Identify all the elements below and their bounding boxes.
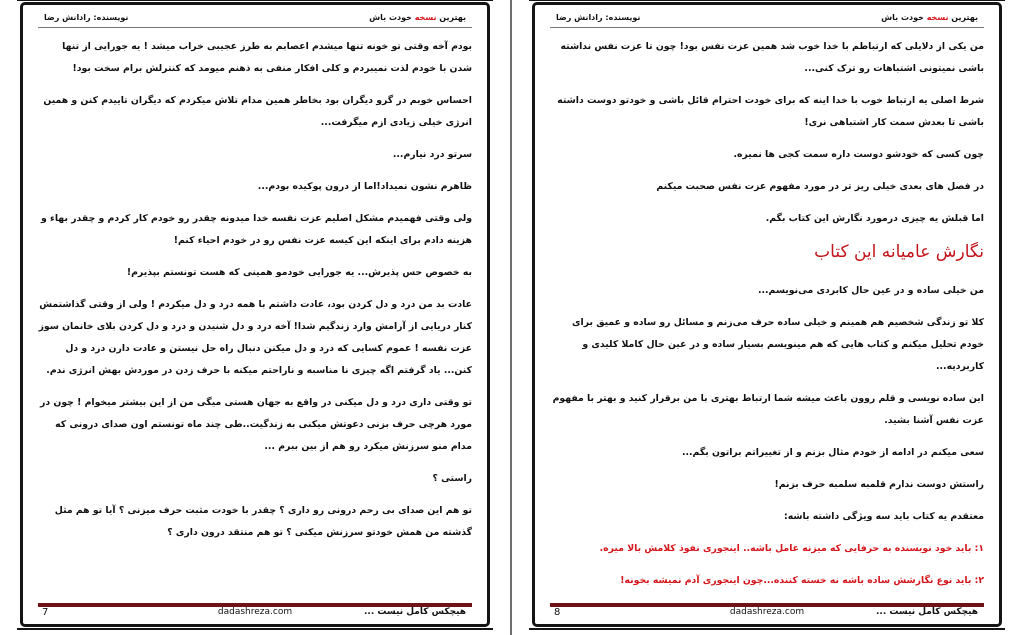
paragraph: عادت بد من درد و دل کردن بود، عادت داشتم با همه درد و دل میکردم ! ولی از وقتی گذاشتمش کنار دریایی از آرامش وارد زندگیم شدا! آخه درد و دل شنیدن و درد و دل کردن بلای خانمان سوز عزت نفسه ! عموم کسایی که درد و دل میکنن دنبال راه حل نیستن و عادت دارن درد و دل کنن... یاد گرفتم اگه چیزی نا مناسبه و ناراحتم میکنه با حرف زدن در موردش بهش انرژی ندم. — [38, 299, 472, 376]
paragraph: ولی وقتی فهمیدم مشکل اصلیم عزت نفسه خدا میدونه چقدر رو خودم کار کردم و چقدر بهاء و هزینه دادم برای اینکه این کیسه عزت نفس رو در خودم احیاء کنم! — [41, 213, 472, 246]
paragraph: راستی ؟ — [432, 473, 472, 484]
paragraph: اما قبلش یه چیزی درمورد نگارش این کتاب بگم. — [765, 213, 984, 224]
header-slogan — [369, 13, 466, 22]
paragraph: این ساده نویسی و قلم روون باعث میشه شما ارتباط بهتری با من برقرار کنید و بهتر با مفهوم عزت نفس آشنا بشید. — [552, 393, 984, 426]
section-heading: نگارش عامیانه این کتاب — [814, 242, 984, 262]
slogan-prefix: بهترین — [951, 13, 978, 22]
slogan-highlight: نسخه — [414, 13, 437, 22]
paragraph: بودم آخه وقتی تو خونه تنها میشدم اعصابم به طرز عجیبی خراب میشد ! یه جورایی از تنها شدن با خودم لذت نمیبردم و کلی افکار منفی به ذهنم میومد که کنترلش برام سخت بود! — [62, 41, 472, 74]
paragraph: من خیلی ساده و در عین حال کابردی می‌نویسم... — [757, 285, 984, 296]
right-page-header — [550, 8, 984, 28]
page-number: 7 — [42, 607, 49, 618]
footer-site: dadashreza.com — [729, 607, 805, 617]
slogan-suffix: خودت باش — [881, 13, 924, 22]
paragraph: تو هم این صدای بی رحم درونی رو داری ؟ چقدر با خودت مثبت حرف میزنی ؟ آیا تو هم مثل گذشته من همش خودتو سرزنش میکنی ؟ تو هم منتقد درون داری ؟ — [54, 505, 472, 538]
paragraph: کلا تو زندگی شخصیم هم همینم و خیلی ساده حرف می‌زنم و مسائل رو ساده و عمیق برای خودم تحلیل میکنم و کتاب هایی که هم مینویسم بسیار ساده و در عین حال کاملا کلیدی و کاربردیه... — [572, 317, 984, 372]
slogan-prefix: بهترین — [439, 13, 466, 22]
paragraph: شرط اصلی یه ارتباط خوب با خدا اینه که برای خودت احترام قائل باشی و خودتو دوست داشته باشی تا بعدش سمت کار اشتباهی نری! — [557, 95, 984, 128]
paragraph: به خصوص حس پذیرش... یه جورایی خودمو همینی که هست تونستم بپذیرم! — [126, 267, 472, 278]
left-page — [0, 0, 510, 633]
header-divider — [38, 27, 472, 28]
paragraph: در فصل های بعدی خیلی ریز تر در مورد مفهوم عزت نفس صحبت میکنم — [656, 181, 984, 192]
right-page-body — [550, 36, 984, 591]
footer-tagline: هیچکس کامل نیست ... — [364, 607, 466, 617]
slogan-highlight: نسخه — [926, 13, 949, 22]
footer-site: dadashreza.com — [217, 607, 293, 617]
paragraph: من یکی از دلایلی که ارتباطم با خدا خوب شد همین عزت نفس بود! چون تا عزت نفس نداشته باشی نمیتونی اشتباهات رو ترک کنی... — [560, 41, 984, 74]
paragraph: چون کسی که خودشو دوست داره سمت کجی ها نمیره. — [733, 149, 984, 160]
red-list-item: ۲: باید نوع نگارشش ساده باشه نه خسته کننده...چون اینجوری آدم نمیشه بخونه! — [620, 575, 984, 586]
left-page-header — [38, 8, 472, 28]
right-page — [512, 0, 1022, 633]
paragraph: راستش دوست ندارم قلمبه سلمبه حرف بزنم! — [774, 479, 984, 490]
page-number: 8 — [554, 607, 561, 618]
header-divider — [550, 27, 984, 28]
footer-tagline: هیچکس کامل نیست ... — [876, 607, 978, 617]
right-page-footer — [550, 607, 984, 621]
header-slogan — [881, 13, 978, 22]
slogan-suffix: خودت باش — [369, 13, 412, 22]
paragraph: معتقدم یه کتاب باید سه ویژگی داشته باشه: — [784, 511, 984, 522]
red-list-item: ۱: باید خود نویسنده به حرفایی که میزنه عامل باشه.. اینجوری نفوذ کلامش بالا میره. — [599, 543, 984, 554]
left-page-body — [38, 36, 472, 591]
header-author: نویسنده: رادانش رضا — [556, 13, 641, 22]
paragraph: سعی میکنم در ادامه از خودم مثال بزنم و از تغییراتم براتون بگم... — [681, 447, 984, 458]
paragraph: ظاهرم نشون نمیداد!اما از درون پوکیده بودم... — [257, 181, 472, 192]
left-page-footer — [38, 607, 472, 621]
header-author: نویسنده: رادانش رضا — [44, 13, 129, 22]
paragraph: سرتو درد نیارم... — [392, 149, 472, 160]
paragraph: احساس خوبم در گرو دیگران بود بخاطر همین مدام تلاش میکردم که دیگران تاییدم کنن و همین انرژی خیلی زیادی ازم میگرفت... — [43, 95, 472, 128]
paragraph: تو وقتی داری درد و دل میکنی در واقع به جهان هستی میگی من از این بیشتر میخوام ! چون در مورد هرچی حرف بزنی دعوتش میکنی به زندگیت..طی چند ماه تونستم اون صدای درونی که مدام منو سرزنش میکرد رو هم از بین ببرم ... — [40, 397, 472, 452]
